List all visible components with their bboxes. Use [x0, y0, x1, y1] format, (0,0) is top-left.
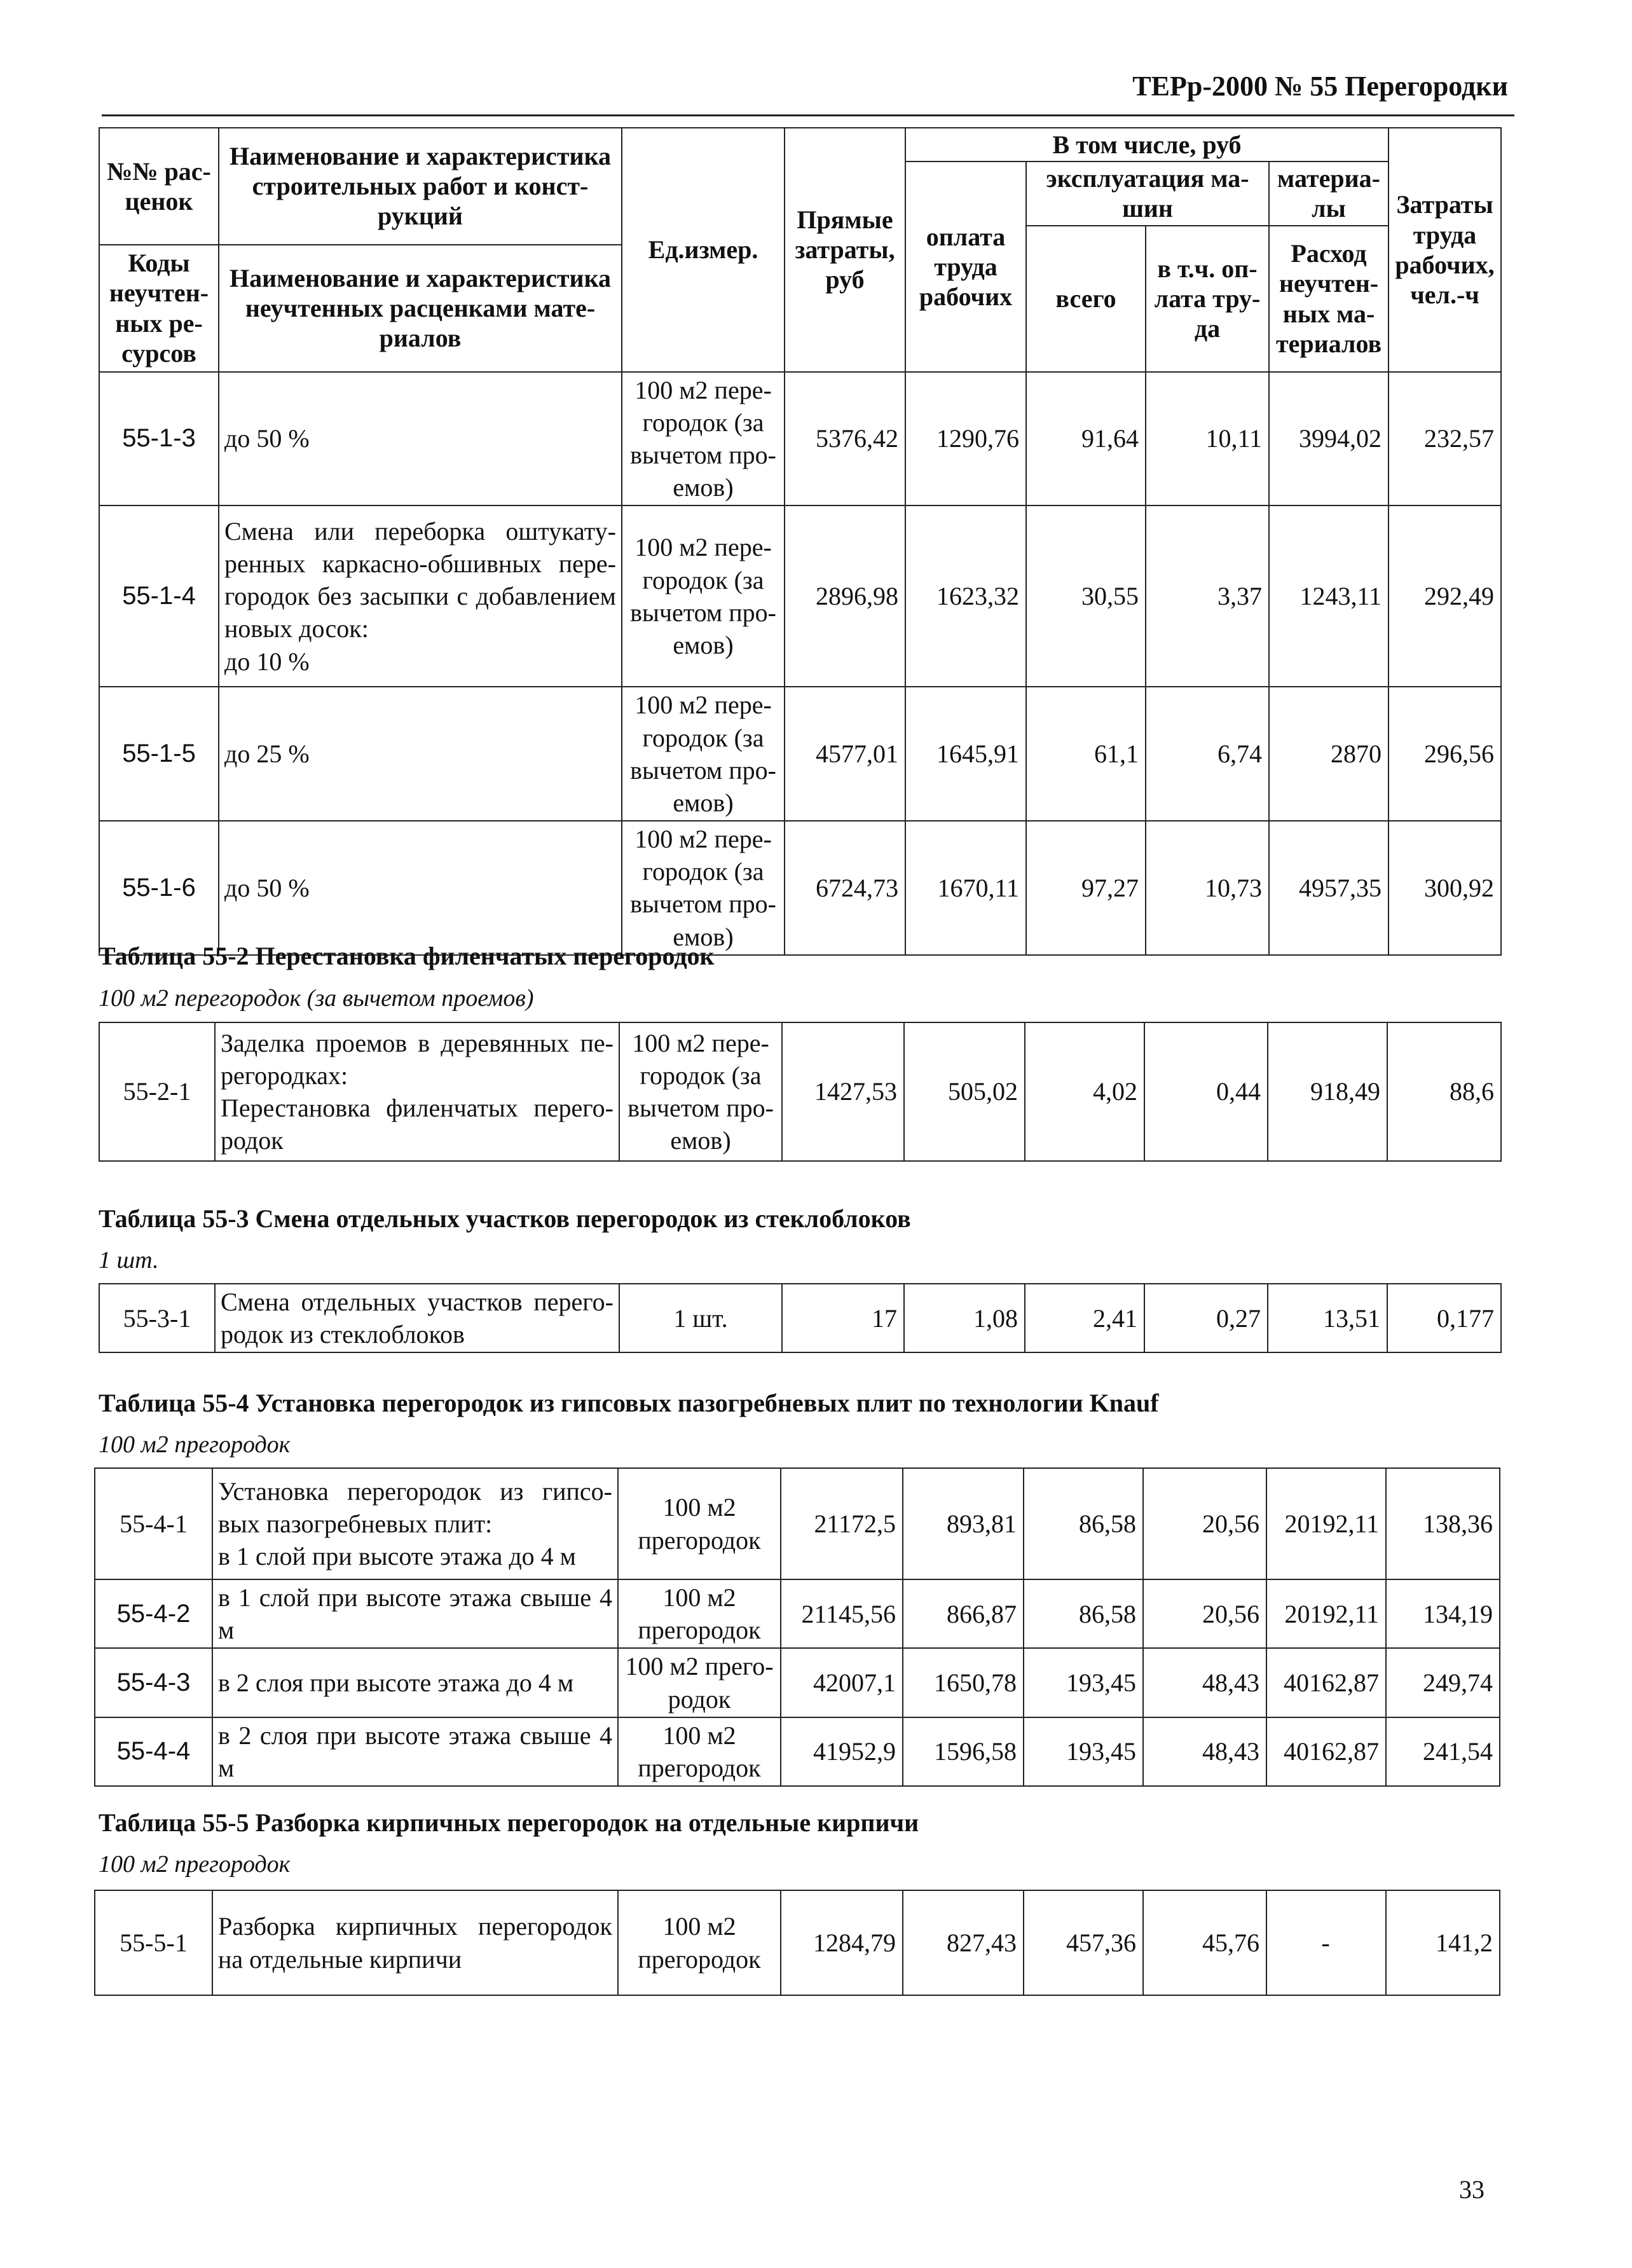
machine-cost: 4,02: [1025, 1022, 1144, 1161]
labor-hours: 241,54: [1386, 1717, 1500, 1786]
machine-cost: 30,55: [1026, 505, 1146, 687]
direct-cost: 42007,1: [781, 1648, 903, 1717]
rates-table-55-3: [99, 1283, 1502, 1353]
work-name: Разборка кирпичных перегородок на отдельные кирпичи: [212, 1890, 618, 1995]
direct-cost: 4577,01: [785, 687, 905, 821]
work-name-variant: до 10 %: [224, 647, 310, 676]
machine-wage-cost: 10,11: [1146, 372, 1269, 506]
table-row: [99, 1022, 1501, 1161]
machine-cost: 2,41: [1025, 1284, 1144, 1352]
header-code: №№ рас-ценок: [99, 128, 219, 245]
work-name: [212, 1468, 618, 1579]
header-materials-usage: Расход неучтен-ных ма-териалов: [1269, 226, 1389, 372]
rate-code: 55-5-1: [95, 1890, 212, 1995]
rate-code: 55-1-4: [99, 505, 219, 687]
table-row: [95, 1890, 1500, 1995]
machine-cost: 61,1: [1026, 687, 1146, 821]
rates-table-55-1: [99, 127, 1502, 956]
work-name: в 2 слоя при высоте этажа свыше 4 м: [212, 1717, 618, 1786]
table-55-4-caption: Таблица 55-4 Установка перегородок из гипсовых пазогребневых плит по технологии Knauf: [99, 1389, 1159, 1417]
table-row: [95, 1579, 1500, 1648]
wage-cost: 1670,11: [905, 821, 1026, 955]
machine-cost: 97,27: [1026, 821, 1146, 955]
unit: 100 м2 прегородок: [618, 1717, 781, 1786]
materials-cost: 918,49: [1268, 1022, 1387, 1161]
header-machines: эксплуатация ма-шин: [1026, 162, 1269, 225]
header-including: В том числе, руб: [905, 128, 1389, 162]
direct-cost: 21172,5: [781, 1468, 903, 1579]
wage-cost: 866,87: [903, 1579, 1024, 1648]
machine-cost: 193,45: [1024, 1717, 1143, 1786]
header-wage: оплата труда рабочих: [905, 162, 1026, 371]
table-row: [99, 1284, 1501, 1352]
labor-hours: 134,19: [1386, 1579, 1500, 1648]
table-55-5-caption: Таблица 55-5 Разборка кирпичных перегородок на отдельные кирпичи: [99, 1808, 919, 1837]
materials-cost: 40162,87: [1266, 1717, 1386, 1786]
direct-cost: 1284,79: [781, 1890, 903, 1995]
page-number: 33: [1459, 2175, 1485, 2204]
machine-wage-cost: 48,43: [1143, 1717, 1266, 1786]
rate-code: 55-1-6: [99, 821, 219, 955]
rates-table-55-2: [99, 1022, 1502, 1162]
wage-cost: 827,43: [903, 1890, 1024, 1995]
work-name-variant: Перестановка филенчатых перего-родок: [221, 1094, 614, 1155]
work-name: до 50 %: [219, 821, 622, 955]
header-mach-wage: в т.ч. оп-лата тру-да: [1146, 226, 1269, 372]
header-direct: Прямые затраты, руб: [785, 128, 905, 372]
direct-cost: 5376,42: [785, 372, 905, 506]
unit: 100 м2 прегородок: [618, 1468, 781, 1579]
wage-cost: 1290,76: [905, 372, 1026, 506]
rate-code: 55-2-1: [99, 1022, 215, 1161]
table-row: [95, 1648, 1500, 1717]
labor-hours: 88,6: [1387, 1022, 1501, 1161]
materials-cost: 40162,87: [1266, 1648, 1386, 1717]
table-55-2-caption: Таблица 55-2 Перестановка филенчатых перегородок: [99, 942, 715, 970]
unit: 100 м2 прегородок: [618, 1890, 781, 1995]
rate-code: 55-4-1: [95, 1468, 212, 1579]
machine-wage-cost: 0,44: [1144, 1022, 1268, 1161]
unit: 1 шт.: [619, 1284, 782, 1352]
work-name: в 1 слой при высоте этажа свыше 4 м: [212, 1579, 618, 1648]
table-row: [99, 687, 1501, 821]
machine-wage-cost: 20,56: [1143, 1579, 1266, 1648]
table-row: [95, 1717, 1500, 1786]
header-mach-total: всего: [1026, 226, 1146, 372]
header-materials-name: Наименование и характеристика неучтенных расценками мате-риалов: [219, 245, 622, 372]
unit: 100 м2 пере-городок (за вычетом про-емов): [622, 687, 785, 821]
direct-cost: 21145,56: [781, 1579, 903, 1648]
labor-hours: 232,57: [1389, 372, 1501, 506]
machine-cost: 91,64: [1026, 372, 1146, 506]
table-row: [99, 372, 1501, 506]
header-labor: Затраты труда рабочих, чел.-ч: [1389, 128, 1501, 372]
labor-hours: 141,2: [1386, 1890, 1500, 1995]
work-name: Смена отдельных участков перего-родок из стеклоблоков: [215, 1284, 619, 1352]
wage-cost: 1650,78: [903, 1648, 1024, 1717]
materials-cost: 20192,11: [1266, 1468, 1386, 1579]
machine-wage-cost: 45,76: [1143, 1890, 1266, 1995]
machine-cost: 193,45: [1024, 1648, 1143, 1717]
unit: 100 м2 прегородок: [618, 1579, 781, 1648]
work-name: [219, 505, 622, 687]
direct-cost: 1427,53: [782, 1022, 904, 1161]
machine-cost: 457,36: [1024, 1890, 1143, 1995]
labor-hours: 292,49: [1389, 505, 1501, 687]
table-55-4-unit-note: 100 м2 прегородок: [99, 1431, 291, 1458]
wage-cost: 1645,91: [905, 687, 1026, 821]
rate-code: 55-3-1: [99, 1284, 215, 1352]
rates-table-55-4: [94, 1467, 1500, 1787]
direct-cost: 6724,73: [785, 821, 905, 955]
table-row: [95, 1468, 1500, 1579]
labor-hours: 249,74: [1386, 1648, 1500, 1717]
unit: 100 м2 пере-городок (за вычетом про-емов): [619, 1022, 782, 1161]
machine-wage-cost: 10,73: [1146, 821, 1269, 955]
rate-code: 55-1-5: [99, 687, 219, 821]
wage-cost: 1623,32: [905, 505, 1026, 687]
table-55-2-unit-note: 100 м2 перегородок (за вычетом проемов): [99, 985, 534, 1012]
wage-cost: 1596,58: [903, 1717, 1024, 1786]
machine-wage-cost: 48,43: [1143, 1648, 1266, 1717]
work-name-main: Заделка проемов в деревянных пе-регородках:: [221, 1028, 614, 1090]
header-resource-codes: Коды неучтен-ных ре-сурсов: [99, 245, 219, 372]
wage-cost: 893,81: [903, 1468, 1024, 1579]
unit: 100 м2 пере-городок (за вычетом про-емов): [622, 821, 785, 955]
header-rule: [102, 114, 1514, 116]
rate-code: 55-4-4: [95, 1717, 212, 1786]
rate-code: 55-4-3: [95, 1648, 212, 1717]
wage-cost: 505,02: [904, 1022, 1025, 1161]
machine-wage-cost: 6,74: [1146, 687, 1269, 821]
machine-cost: 86,58: [1024, 1579, 1143, 1648]
labor-hours: 138,36: [1386, 1468, 1500, 1579]
materials-cost: 20192,11: [1266, 1579, 1386, 1648]
rate-code: 55-4-2: [95, 1579, 212, 1648]
table-55-5-unit-note: 100 м2 прегородок: [99, 1851, 291, 1878]
materials-cost: -: [1266, 1890, 1386, 1995]
header-materials: материа-лы: [1269, 162, 1389, 225]
labor-hours: 296,56: [1389, 687, 1501, 821]
table-row: [99, 505, 1501, 687]
machine-wage-cost: 3,37: [1146, 505, 1269, 687]
work-name-main: Установка перегородок из гипсо-вых пазогребневых плит:: [218, 1476, 612, 1538]
work-name: до 25 %: [219, 687, 622, 821]
machine-cost: 86,58: [1024, 1468, 1143, 1579]
unit: 100 м2 пере-городок (за вычетом про-емов): [622, 372, 785, 506]
header-name: Наименование и характеристика строительных работ и конст-рукций: [219, 128, 622, 245]
table-55-3-unit-note: 1 шт.: [99, 1247, 159, 1274]
work-name: до 50 %: [219, 372, 622, 506]
header-unit: Ед.измер.: [622, 128, 785, 372]
labor-hours: 0,177: [1387, 1284, 1501, 1352]
rates-table-55-5: [94, 1890, 1500, 1996]
running-head: ТЕРр-2000 № 55 Перегородки: [1132, 71, 1508, 102]
machine-wage-cost: 20,56: [1143, 1468, 1266, 1579]
table-55-3-caption: Таблица 55-3 Смена отдельных участков перегородок из стеклоблоков: [99, 1204, 911, 1233]
work-name-main: Смена или переборка оштукату-ренных каркасно-обшивных пере-городок без засыпки с добавлением новых досок:: [224, 516, 616, 643]
materials-cost: 3994,02: [1269, 372, 1389, 506]
labor-hours: 300,92: [1389, 821, 1501, 955]
materials-cost: 13,51: [1268, 1284, 1387, 1352]
machine-wage-cost: 0,27: [1144, 1284, 1268, 1352]
direct-cost: 17: [782, 1284, 904, 1352]
rate-code: 55-1-3: [99, 372, 219, 506]
work-name: в 2 слоя при высоте этажа до 4 м: [212, 1648, 618, 1717]
direct-cost: 41952,9: [781, 1717, 903, 1786]
work-name: [215, 1022, 619, 1161]
work-name-variant: в 1 слой при высоте этажа до 4 м: [218, 1542, 576, 1571]
unit: 100 м2 прего-родок: [618, 1648, 781, 1717]
table-row: [99, 821, 1501, 955]
materials-cost: 2870: [1269, 687, 1389, 821]
unit: 100 м2 пере-городок (за вычетом про-емов): [622, 505, 785, 687]
materials-cost: 1243,11: [1269, 505, 1389, 687]
materials-cost: 4957,35: [1269, 821, 1389, 955]
wage-cost: 1,08: [904, 1284, 1025, 1352]
direct-cost: 2896,98: [785, 505, 905, 687]
